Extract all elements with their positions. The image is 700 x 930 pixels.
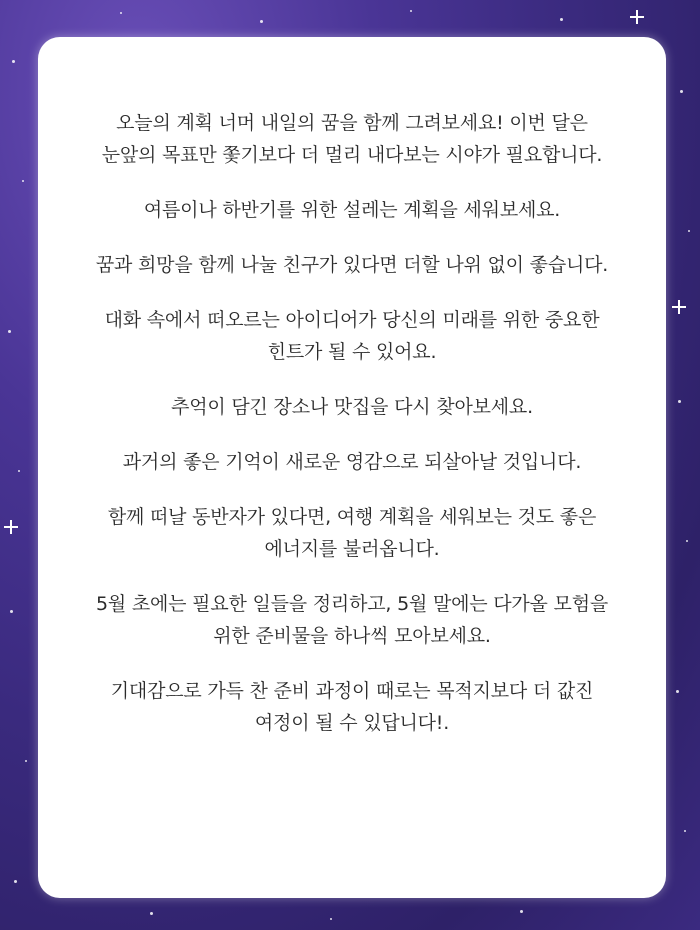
- star-icon: [330, 918, 332, 920]
- star-icon: [8, 330, 11, 333]
- star-icon: [25, 760, 27, 762]
- paragraph: [38, 446, 666, 478]
- paragraph: [38, 501, 666, 565]
- star-icon: [520, 910, 523, 913]
- paragraph-line: 대화 속에서 떠오르는 아이디어가 당신의 미래를 위한 중요한: [104, 309, 600, 331]
- paragraph-line: 위한 준비물을 하나씩 모아보세요.: [213, 625, 491, 647]
- sparkle-icon: [630, 10, 644, 24]
- paragraph: [38, 675, 666, 739]
- star-icon: [150, 912, 153, 915]
- paragraph: [38, 107, 666, 171]
- star-icon: [560, 18, 563, 21]
- paragraph: [38, 588, 666, 652]
- star-icon: [22, 180, 24, 182]
- sparkle-icon: [4, 520, 18, 534]
- sparkle-icon: [672, 300, 686, 314]
- paragraph-line: 눈앞의 목표만 쫓기보다 더 멀리 내다보는 시야가 필요합니다.: [101, 144, 603, 166]
- star-icon: [410, 10, 412, 12]
- star-icon: [680, 90, 683, 93]
- paragraph: [38, 391, 666, 423]
- paragraph-line: 오늘의 계획 너머 내일의 꿈을 함께 그려보세요! 이번 달은: [116, 112, 588, 134]
- star-icon: [14, 880, 17, 883]
- paragraph-line: 함께 떠날 동반자가 있다면, 여행 계획을 세워보는 것도 좋은: [107, 506, 597, 528]
- star-icon: [10, 610, 13, 613]
- paragraph-line: 5월 초에는 필요한 일들을 정리하고, 5월 말에는 다가올 모험을: [95, 593, 609, 615]
- star-icon: [678, 400, 681, 403]
- paragraph-line: 여름이나 하반기를 위한 설레는 계획을 세워보세요.: [143, 199, 561, 221]
- paragraph-line: 여정이 될 수 있답니다!.: [254, 712, 450, 734]
- star-icon: [684, 830, 686, 832]
- star-icon: [18, 470, 20, 472]
- paragraph-line: 추억이 담긴 장소나 맛집을 다시 찾아보세요.: [171, 396, 533, 418]
- paragraph-line: 에너지를 불러옵니다.: [264, 538, 440, 560]
- star-icon: [688, 230, 690, 232]
- star-icon: [676, 690, 679, 693]
- paragraph-line: 꿈과 희망을 함께 나눌 친구가 있다면 더할 나위 없이 좋습니다.: [95, 254, 609, 276]
- paragraph-line: 과거의 좋은 기억이 새로운 영감으로 되살아날 것입니다.: [122, 451, 582, 473]
- message-card: [38, 37, 666, 898]
- paragraph-line: 기대감으로 가득 찬 준비 과정이 때로는 목적지보다 더 값진: [110, 680, 594, 702]
- paragraph: [38, 194, 666, 226]
- paragraph-line: 힌트가 될 수 있어요.: [267, 341, 437, 363]
- star-icon: [12, 60, 15, 63]
- paragraph: [38, 304, 666, 368]
- paragraph: [38, 249, 666, 281]
- star-icon: [120, 12, 122, 14]
- star-icon: [260, 20, 263, 23]
- star-icon: [686, 540, 688, 542]
- message-content: [38, 107, 666, 762]
